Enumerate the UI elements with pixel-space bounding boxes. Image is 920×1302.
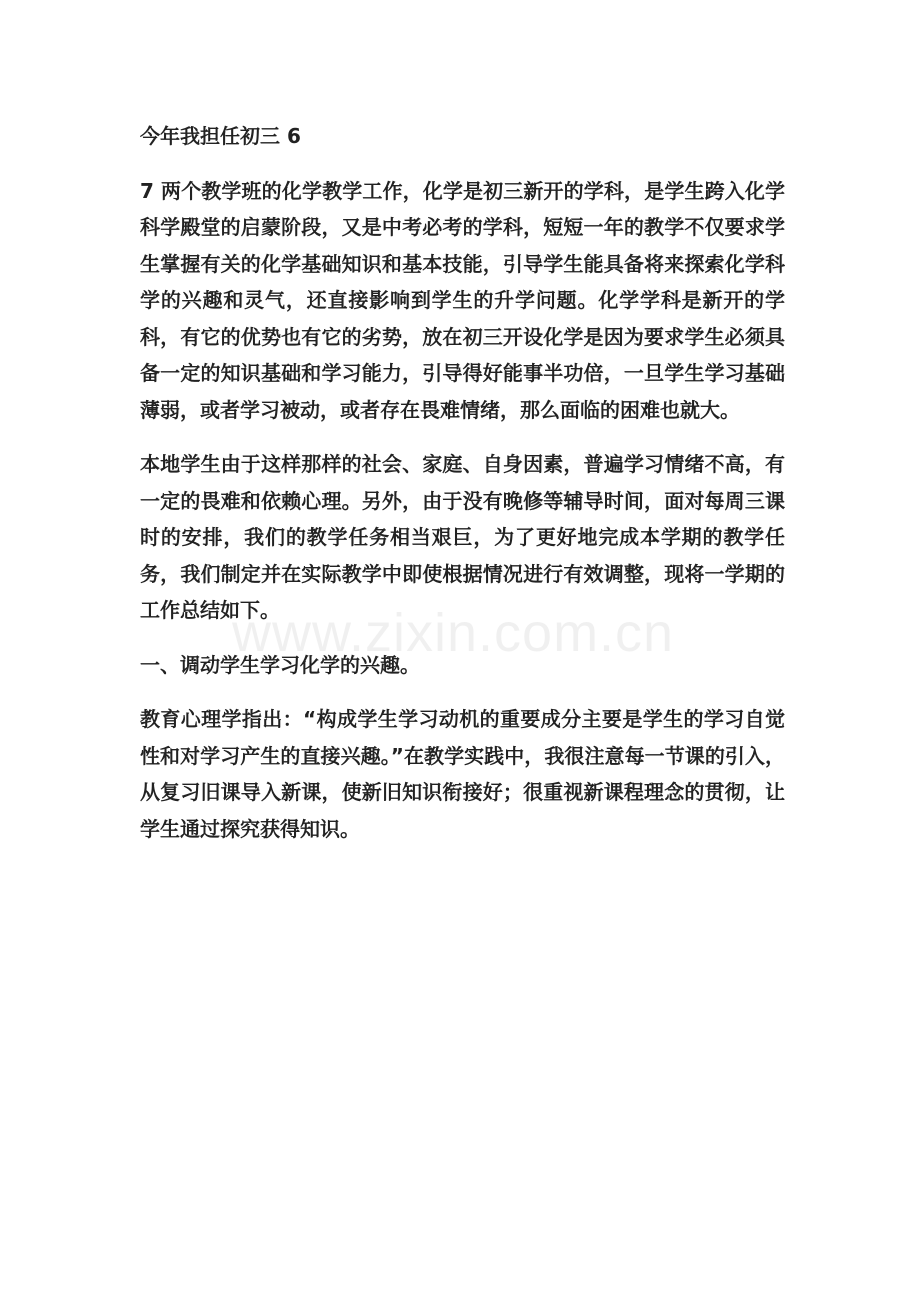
- heading-line: 今年我担任初三 6: [140, 124, 301, 148]
- document-body: [140, 118, 785, 847]
- watermark: www.zixin.com.cn: [232, 603, 675, 663]
- paragraph-2: 本地学生由于这样那样的社会、家庭、自身因素，普遍学习情绪不高，有一定的畏难和依赖心理。另外，由于没有晚修等辅导时间，面对每周三课时的安排，我们的教学任务相当艰巨，为了更好地完成本学期的教学任务，我们制定并在实际教学中即使根据情况进行有效调整，现将一学期的工作总结如下。: [140, 452, 785, 622]
- paragraph-1: 7 两个教学班的化学教学工作，化学是初三新开的学科，是学生跨入化学科学殿堂的启蒙阶段，又是中考必考的学科，短短一年的教学不仅要求学生掌握有关的化学基础知识和基本技能，引导学生能具备将来探索化学科学的兴趣和灵气，还直接影响到学生的升学问题。化学学科是新开的学科，有它的优势也有它的劣势，放在初三开设化学是因为要求学生必须具备一定的知识基础和学习能力，引导得好能事半功倍，一旦学生学习基础薄弱，或者学习被动，或者存在畏难情绪，那么面临的困难也就大。: [140, 178, 785, 422]
- section-heading: 一、调动学生学习化学的兴趣。: [140, 652, 420, 677]
- paragraph-3: 教育心理学指出：“构成学生学习动机的重要成分主要是学生的学习自觉性和对学习产生的直接兴趣。”在教学实践中，我很注意每一节课的引入，从复习旧课导入新课，使新旧知识衔接好；很重视新课程理念的贯彻，让学生通过探究获得知识。: [140, 707, 785, 841]
